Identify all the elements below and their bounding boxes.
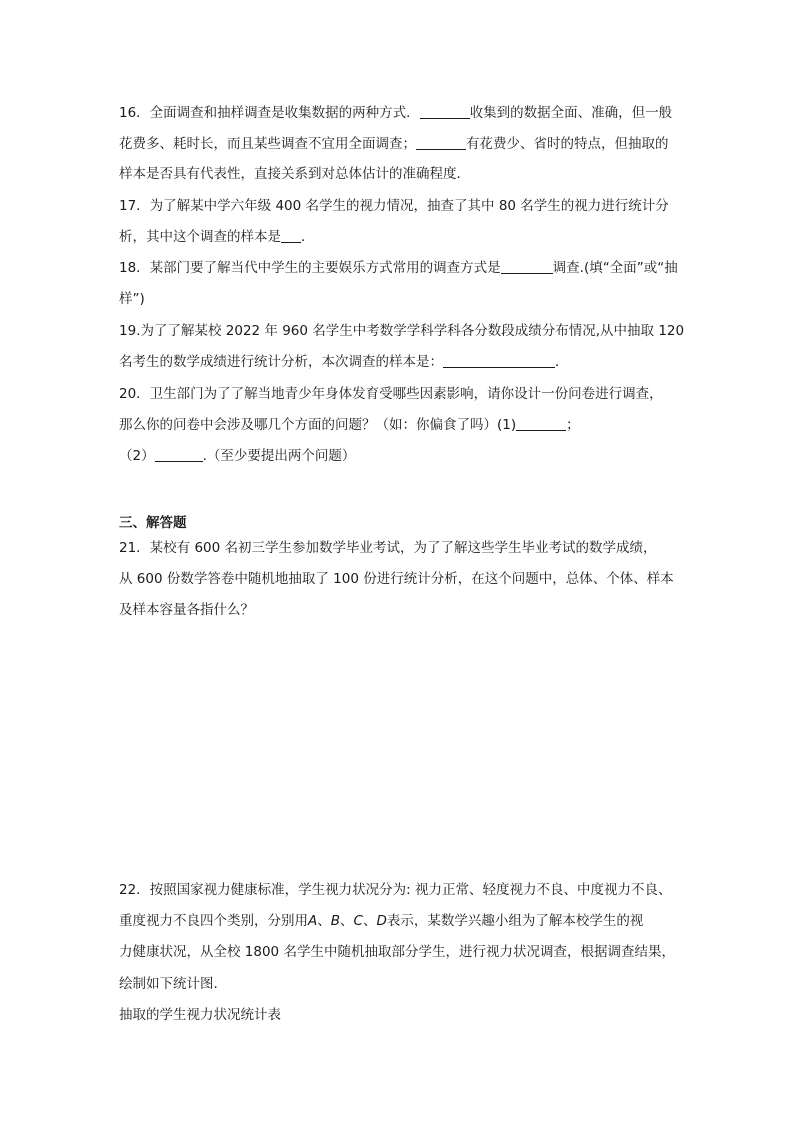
q20-blank-2[interactable] xyxy=(155,447,203,462)
q20-blank-1[interactable] xyxy=(516,416,566,431)
q20-text: （2） xyxy=(119,448,155,464)
q22-letter-a: A xyxy=(308,913,318,929)
q22-text: 表示，某数学兴趣小组为了解本校学生的视 xyxy=(386,913,644,929)
q16-text: 有花费少、省时的特点，但抽取的 xyxy=(466,136,669,152)
q22-line-1: 22．按照国家视力健康标准，学生视力状况分为: 视力正常、轻度视力不良、中度视力不良、 xyxy=(119,882,672,898)
q17-text: ． xyxy=(301,229,315,245)
q20-line-3 xyxy=(119,446,679,466)
q20-line-1: 20．卫生部门为了了解当地青少年身体发育受哪些因素影响，请你设计一份问卷进行调查， xyxy=(119,386,663,402)
q19-line-2 xyxy=(119,352,679,372)
q20-text: ； xyxy=(566,417,580,433)
q20-text: .（至少要提出两个问题） xyxy=(202,448,356,464)
q17-line-1: 17．为了解某中学六年级 400 名学生的视力情况，抽查了其中 80 名学生的视力进行统计分 xyxy=(119,198,669,214)
q22-line-2 xyxy=(119,911,679,931)
q22-letter-b: B xyxy=(330,913,341,929)
q16-line-1 xyxy=(119,103,679,123)
q22-sep: 、 xyxy=(340,913,354,929)
q17-blank[interactable] xyxy=(281,228,301,243)
q16-blank-1[interactable] xyxy=(420,104,470,119)
q21-line-3: 及样本容量各指什么？ xyxy=(119,602,254,618)
q16-text: 16．全面调查和抽样调查是收集数据的两种方式． xyxy=(119,105,420,121)
q18-blank[interactable] xyxy=(501,259,553,274)
q22-text: 重度视力不良四个类别，分别用 xyxy=(119,913,308,929)
q21-line-1: 21．某校有 600 名初三学生参加数学毕业考试，为了了解这些学生毕业考试的数学成绩， xyxy=(119,540,657,556)
q17-text: 析，其中这个调查的样本是 xyxy=(119,229,281,245)
q20-text: 那么你的问卷中会涉及哪几个方面的问题？（如：你偏食了吗）(1) xyxy=(119,417,517,433)
q18-text: 18．某部门要了解当代中学生的主要娱乐方式常用的调查方式是 xyxy=(119,260,501,276)
q16-line-3: 样本是否具有代表性，直接关系到对总体估计的准确程度． xyxy=(119,166,470,182)
q16-text: 收集到的数据全面、准确，但一般 xyxy=(469,105,673,121)
q16-line-2 xyxy=(119,134,679,154)
q16-blank-2[interactable] xyxy=(416,135,466,150)
q19-blank[interactable] xyxy=(443,353,555,368)
q21-line-2: 从 600 份数学答卷中随机地抽取了 100 份进行统计分析，在这个问题中，总体、个体、样本 xyxy=(119,571,674,587)
q18-text: 调查.(填“全面”或“抽 xyxy=(552,260,678,276)
section-heading: 三、解答题 xyxy=(119,515,187,531)
q22-line-4: 绘制如下统计图. xyxy=(119,976,218,992)
q20-line-2 xyxy=(119,415,679,435)
q22-sep: 、 xyxy=(317,913,331,929)
q22-sep: 、 xyxy=(362,913,377,929)
q19-text: 名考生的数学成绩进行统计分析，本次调查的样本是： xyxy=(119,354,443,370)
q16-text: 花费多、耗时长，而且某些调查不宜用全面调查； xyxy=(119,136,416,152)
q19-text: ． xyxy=(555,354,569,370)
table-title: 抽取的学生视力状况统计表 xyxy=(119,1007,281,1023)
q19-line-1: 19.为了了解某校 2022 年 960 名学生中考数学学科学科各分数段成绩分布情况,从中抽取 120 xyxy=(119,323,685,339)
q18-line-1 xyxy=(119,258,679,278)
q22-letter-d: D xyxy=(376,913,387,929)
q22-line-3: 力健康状况，从全校 1800 名学生中随机抽取部分学生，进行视力状况调查，根据调查结果， xyxy=(119,944,675,960)
q17-line-2 xyxy=(119,227,679,247)
q18-line-2: 样”) xyxy=(119,291,145,307)
q22-letter-c: C xyxy=(353,913,363,929)
